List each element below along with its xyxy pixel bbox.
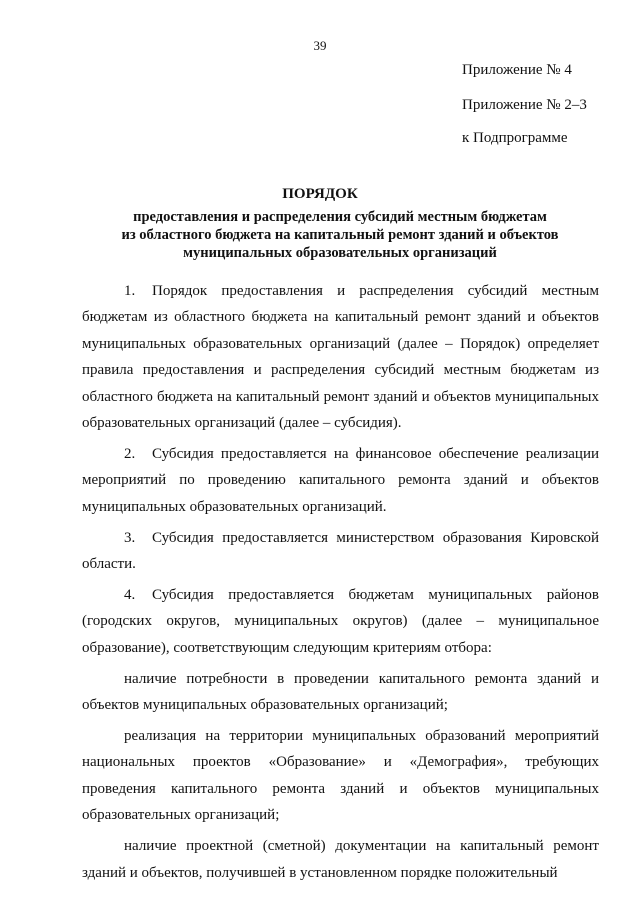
paragraph-number: 1. bbox=[124, 283, 136, 299]
criterion-text: наличие проектной (сметной) документации на капитальный ремонт зданий и объектов, получившей в установленном порядке положительный bbox=[82, 838, 599, 881]
subtitle-line-2: из областного бюджета на капитальный ремонт зданий и объектов bbox=[121, 227, 559, 243]
page-number: 39 bbox=[313, 38, 327, 53]
paragraph-4 bbox=[82, 582, 599, 661]
paragraph-number: 3. bbox=[124, 529, 136, 546]
document-body bbox=[82, 278, 599, 890]
subtitle-line-3: муниципальных образовательных организаций bbox=[183, 245, 497, 261]
criterion-2 bbox=[82, 723, 599, 829]
paragraph-1 bbox=[82, 278, 599, 436]
paragraph-number: 2. bbox=[124, 445, 136, 462]
paragraph-3 bbox=[82, 525, 599, 578]
paragraph-text: Субсидия предоставляется бюджетам муниципальных районов (городских округов, муниципальных округов) (далее – муниципальное образование), соответствующим следующим критериям отбора: bbox=[82, 586, 599, 656]
document-subtitle bbox=[100, 208, 580, 262]
criterion-text: реализация на территории муниципальных образований мероприятий национальных проектов «Образование» и «Демография», требующих проведения капитального ремонта зданий и объектов муниципальных образовательных организаций; bbox=[82, 728, 599, 824]
paragraph-2 bbox=[82, 441, 599, 520]
paragraph-text: Субсидия предоставляется на финансовое обеспечение реализации мероприятий по проведению капитального ремонта зданий и объектов муниципальных образовательных организаций. bbox=[82, 445, 599, 515]
document-title: ПОРЯДОК bbox=[282, 186, 358, 202]
criterion-text: наличие потребности в проведении капитального ремонта зданий и объектов муниципальных образовательных организаций; bbox=[82, 670, 599, 714]
paragraph-text: Субсидия предоставляется министерством образования Кировской области. bbox=[82, 529, 599, 573]
paragraph-text: Порядок предоставления и распределения субсидий местным бюджетам из областного бюджета на капитальный ремонт зданий и объектов муниципальных образовательных организаций (далее – Порядок) определяет правила предоставления и распределения субсидий местным бюджетам из областного бюджета на капитальный ремонт зданий и объектов муниципальных образовательных организаций (далее – субсидия). bbox=[82, 283, 599, 432]
paragraph-number: 4. bbox=[124, 586, 136, 603]
criterion-1 bbox=[82, 666, 599, 719]
appendix-subprogram-line: к Подпрограмме bbox=[462, 130, 568, 146]
appendix-subnumber-line: Приложение № 2–3 bbox=[462, 97, 587, 113]
appendix-number-line: Приложение № 4 bbox=[462, 62, 572, 78]
criterion-3 bbox=[82, 833, 599, 886]
subtitle-line-1: предоставления и распределения субсидий местным бюджетам bbox=[133, 209, 547, 225]
